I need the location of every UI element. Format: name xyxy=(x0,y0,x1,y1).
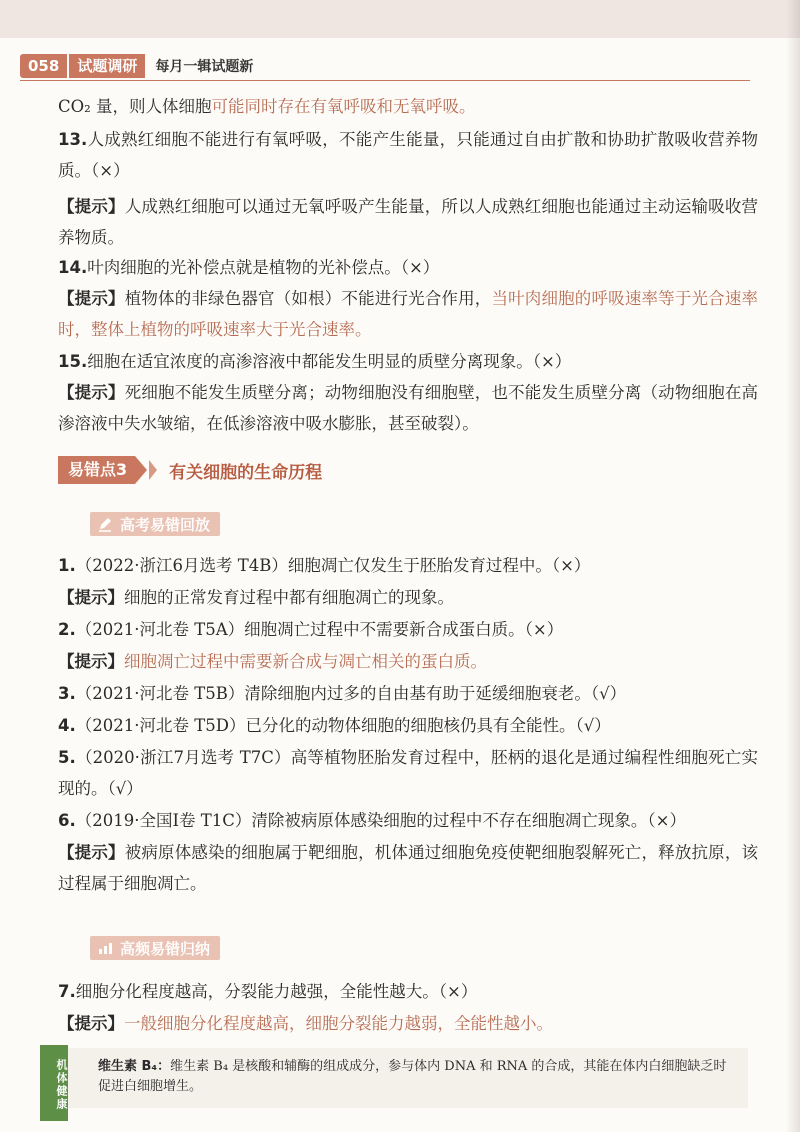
bar-chart-icon xyxy=(96,939,114,957)
item-7 xyxy=(58,976,758,1007)
tip-label: 【提示】 xyxy=(58,197,125,216)
tip-label: 【提示】 xyxy=(58,383,125,402)
subsection-banner-exam xyxy=(90,512,220,536)
subsection-label: 高考易错回放 xyxy=(120,515,211,534)
tip-text: 植物体的非绿色器官（如根）不能进行光合作用， xyxy=(124,289,492,308)
question-text: 细胞在适宜浓度的高渗溶液中都能发生明显的质壁分离现象。（×） xyxy=(87,352,572,371)
question-text: 人成熟红细胞不能进行有氧呼吸，不能产生能量，只能通过自由扩散和协助扩散吸收营养物质。（×） xyxy=(58,130,758,180)
item-text: （2021·河北卷 T5B）清除细胞内过多的自由基有助于延缓细胞衰老。（√） xyxy=(75,684,627,703)
item-2 xyxy=(58,614,758,645)
question-text: 叶肉细胞的光补偿点就是植物的光补偿点。（×） xyxy=(87,258,440,277)
tip-label: 【提示】 xyxy=(58,588,124,607)
item-1 xyxy=(58,550,758,581)
question-number: 15. xyxy=(58,352,88,371)
item-6 xyxy=(58,805,758,836)
tip-6 xyxy=(58,837,758,899)
tip-14 xyxy=(58,283,758,345)
item-text: （2022·浙江6月选考 T4B）细胞凋亡仅发生于胚胎发育过程中。（×） xyxy=(75,556,591,575)
tip-text: 死细胞不能发生质壁分离；动物细胞没有细胞壁，也不能发生质壁分离（动物细胞在高渗溶液中失水皱缩，在低渗溶液中吸水膨胀，甚至破裂）。 xyxy=(58,383,759,433)
footer-term: 维生素 B₄： xyxy=(98,1059,171,1074)
footer-text: 维生素 B₄ 是核酸和辅酶的组成成分，参与体内 DNA 和 RNA 的合成，其能在体内白细胞缺乏时促进白细胞增生。 xyxy=(98,1059,727,1094)
subsection-banner-frequent xyxy=(90,936,220,960)
item-text: （2019·全国Ⅰ卷 T1C）清除被病原体感染细胞的过程中不存在细胞凋亡现象。（×） xyxy=(75,811,686,830)
chevron-icon xyxy=(149,460,157,480)
section-title: 有关细胞的生命历程 xyxy=(169,462,323,483)
header-subtitle: 每月一辑试题新 xyxy=(155,59,254,75)
item-number: 2. xyxy=(58,620,76,639)
item-text: 细胞分化程度越高，分裂能力越强，全能性越大。（×） xyxy=(75,982,478,1001)
error-point-tag: 易错点3 xyxy=(58,456,135,484)
question-15 xyxy=(58,346,758,377)
running-header xyxy=(20,54,253,78)
question-number: 14. xyxy=(58,258,88,277)
tip-label: 【提示】 xyxy=(58,289,125,308)
tip-label: 【提示】 xyxy=(58,843,125,862)
item-text: （2020·浙江7月选考 T7C）高等植物胚胎发育过程中，胚柄的退化是通过编程性细胞死亡实现的。（√） xyxy=(58,748,758,798)
tip-2 xyxy=(58,646,758,677)
tip-highlight: 当叶肉细胞的呼吸速率等于光合速率时，整体上植物的呼吸速率大于光合速率。 xyxy=(58,289,759,339)
item-number: 4. xyxy=(58,716,76,735)
tip-text: 被病原体感染的细胞属于靶细胞，机体通过细胞免疫使靶细胞裂解死亡，释放抗原，该过程属于细胞凋亡。 xyxy=(58,843,759,893)
question-13 xyxy=(58,124,758,186)
continuation-text: CO₂ 量，则人体细胞 xyxy=(58,97,212,116)
tip-15 xyxy=(58,377,758,439)
item-number: 1. xyxy=(58,556,76,575)
tip-1 xyxy=(58,582,758,613)
page-edge-shadow xyxy=(786,0,800,1132)
pencil-icon xyxy=(96,515,114,533)
item-number: 5. xyxy=(58,748,76,767)
subsection-label: 高频易错归纳 xyxy=(120,939,211,958)
item-5 xyxy=(58,742,758,804)
top-band xyxy=(0,0,800,38)
item-number: 6. xyxy=(58,811,76,830)
tip-text: 人成熟红细胞可以通过无氧呼吸产生能量，所以人成熟红细胞也能通过主动运输吸收营养物质。 xyxy=(58,197,759,247)
page-number: 058 xyxy=(20,54,67,78)
footer-side-tab: 机体健康 xyxy=(40,1045,68,1121)
footer-note xyxy=(98,1057,738,1097)
continuation-highlight: 可能同时存在有氧呼吸和无氧呼吸。 xyxy=(211,97,476,116)
tip-7 xyxy=(58,1008,758,1039)
item-number: 3. xyxy=(58,684,76,703)
item-4 xyxy=(58,710,758,741)
section-banner xyxy=(58,456,322,484)
question-14 xyxy=(58,252,758,283)
question-number: 13. xyxy=(58,130,88,149)
item-text: （2021·河北卷 T5A）细胞凋亡过程中不需要新合成蛋白质。（×） xyxy=(75,620,564,639)
section-label: 试题调研 xyxy=(67,54,145,78)
tip-highlight: 细胞凋亡过程中需要新合成与凋亡相关的蛋白质。 xyxy=(124,652,487,671)
continuation-line xyxy=(58,91,758,122)
header-rule xyxy=(20,80,750,81)
item-3 xyxy=(58,678,758,709)
item-number: 7. xyxy=(58,982,76,1001)
tip-text: 细胞的正常发育过程中都有细胞凋亡的现象。 xyxy=(124,588,454,607)
tip-highlight: 一般细胞分化程度越高，细胞分裂能力越弱，全能性越小。 xyxy=(124,1014,553,1033)
tip-13 xyxy=(58,191,758,253)
tip-label: 【提示】 xyxy=(58,1014,124,1033)
tip-label: 【提示】 xyxy=(58,652,124,671)
chevron-icon xyxy=(135,456,147,484)
item-text: （2021·河北卷 T5D）已分化的动物体细胞的细胞核仍具有全能性。（√） xyxy=(75,716,611,735)
